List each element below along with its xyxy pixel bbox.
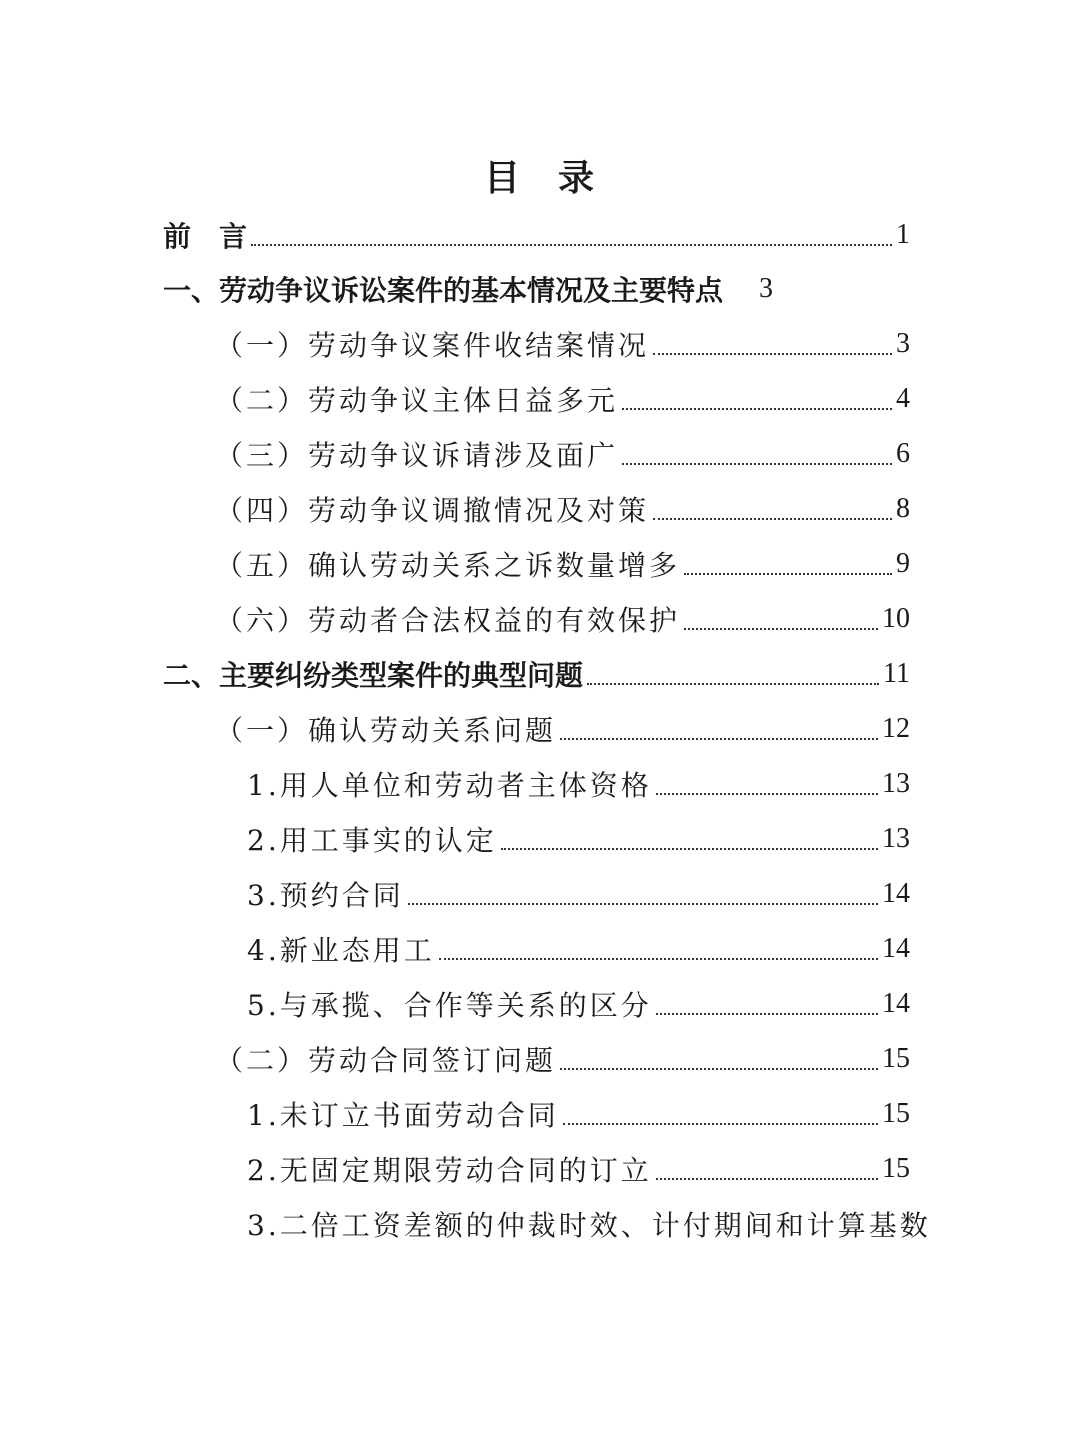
dot-leader [587, 654, 879, 694]
toc-entry-label: 4.新业态用工 [247, 934, 435, 967]
toc-page-number: 14 [882, 988, 910, 1019]
toc-entry-label: 前 言 [163, 220, 248, 253]
dot-leader [408, 874, 878, 914]
dot-leader [684, 599, 878, 639]
toc-page-number: 11 [883, 658, 910, 689]
toc-entry-label: 2.无固定期限劳动合同的订立 [247, 1154, 652, 1187]
toc-entry-preface[interactable] [163, 215, 910, 255]
toc-page-number: 4 [896, 383, 910, 414]
toc-entry-2-2-2[interactable] [247, 1149, 910, 1189]
toc-entry-2-1-5[interactable] [247, 984, 910, 1024]
toc-page-number: 10 [882, 603, 910, 634]
toc-entry-label: 2.用工事实的认定 [247, 824, 497, 857]
toc-page-number: 3 [759, 273, 774, 304]
toc-entry-label: （三）劳动争议诉请涉及面广 [215, 439, 619, 472]
toc-entry-label: （一）确认劳动关系问题 [215, 714, 557, 747]
toc-entry-1-2[interactable] [215, 379, 910, 419]
toc-entry-label: （五）确认劳动关系之诉数量增多 [215, 549, 681, 582]
toc-page-number: 6 [896, 438, 910, 469]
toc-entry-label: （二）劳动合同签订问题 [215, 1044, 557, 1077]
dot-leader [563, 1094, 878, 1134]
toc-entry-label: 3.二倍工资差额的仲裁时效、计付期间和计算基数 [247, 1209, 931, 1242]
toc-page-number: 15 [882, 1153, 910, 1184]
dot-leader [653, 489, 892, 529]
toc-entry-2-1[interactable] [215, 709, 910, 749]
toc-entry-label: （六）劳动者合法权益的有效保护 [215, 604, 681, 637]
toc-page-number: 15 [882, 1098, 910, 1129]
toc-page-number: 1 [896, 219, 910, 250]
toc-page-number: 13 [882, 768, 910, 799]
toc-entry-label: （二）劳动争议主体日益多元 [215, 384, 619, 417]
toc-entry-2-2[interactable] [215, 1039, 910, 1079]
toc-entry-2-2-1[interactable] [247, 1094, 910, 1134]
toc-entry-2-1-4[interactable] [247, 929, 910, 969]
toc-entry-2-1-1[interactable] [247, 764, 910, 804]
toc-page-number: 12 [882, 713, 910, 744]
toc-entry-1-5[interactable] [215, 544, 910, 584]
dot-leader [656, 1149, 878, 1189]
dot-leader [653, 324, 892, 364]
dot-leader [656, 764, 878, 804]
toc-page-number: 9 [896, 548, 910, 579]
toc-entry-1-4[interactable] [215, 489, 910, 529]
toc-entry-1-3[interactable] [215, 434, 910, 474]
toc-entry-label: （四）劳动争议调撤情况及对策 [215, 494, 650, 527]
toc-entry-label: 3.预约合同 [247, 879, 404, 912]
toc-entry-1-1[interactable] [215, 324, 910, 364]
dot-leader [501, 819, 878, 859]
toc-page-number: 14 [882, 933, 910, 964]
toc-entry-label: （一）劳动争议案件收结案情况 [215, 329, 650, 362]
dot-leader [251, 215, 892, 255]
title-char-2: 录 [558, 158, 597, 199]
page-title [0, 150, 1080, 201]
toc-entry-1-6[interactable] [215, 599, 910, 639]
dot-leader [656, 984, 878, 1024]
toc-page-number: 3 [896, 328, 910, 359]
toc-entry-label: 1.未订立书面劳动合同 [247, 1099, 559, 1132]
toc-entry-section-2[interactable] [163, 654, 910, 694]
toc-page-number: 15 [882, 1043, 910, 1074]
dot-leader [622, 434, 892, 474]
toc-page-number: 13 [882, 823, 910, 854]
toc-entry-label: 一、劳动争议诉讼案件的基本情况及主要特点 [163, 274, 724, 307]
toc-page-number: 14 [882, 878, 910, 909]
toc-entry-label: 5.与承揽、合作等关系的区分 [247, 989, 652, 1022]
toc-page-number: 8 [896, 493, 910, 524]
dot-leader [560, 709, 878, 749]
toc-entry-label: 1.用人单位和劳动者主体资格 [247, 769, 652, 802]
dot-leader [439, 929, 878, 969]
toc-entry-section-1[interactable] [163, 269, 910, 309]
dot-leader [560, 1039, 878, 1079]
toc-entry-2-2-3[interactable] [247, 1204, 931, 1244]
dot-leader [684, 544, 892, 584]
toc-entry-2-1-3[interactable] [247, 874, 910, 914]
title-char-1: 目 [483, 158, 522, 199]
toc-entry-2-1-2[interactable] [247, 819, 910, 859]
dot-leader [622, 379, 892, 419]
toc-entry-label: 二、主要纠纷类型案件的典型问题 [163, 659, 584, 692]
dot-leader [727, 269, 755, 309]
